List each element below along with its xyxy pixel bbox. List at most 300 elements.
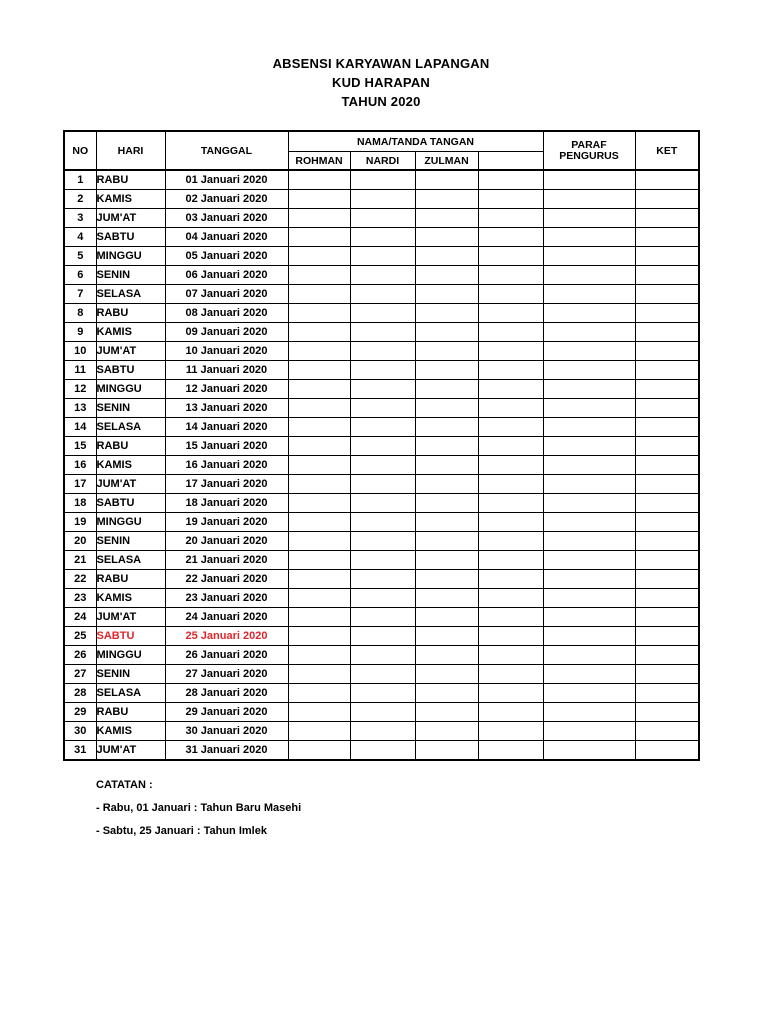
cell-hari: KAMIS bbox=[96, 722, 165, 741]
cell-no: 3 bbox=[64, 209, 96, 228]
cell-tanggal: 30 Januari 2020 bbox=[165, 722, 288, 741]
cell-sign-nardi[interactable] bbox=[350, 703, 415, 722]
cell-sign-nardi[interactable] bbox=[350, 570, 415, 589]
cell-sign-blank[interactable] bbox=[478, 513, 543, 532]
cell-hari: SABTU bbox=[96, 361, 165, 380]
table-row bbox=[64, 532, 699, 551]
table-row bbox=[64, 684, 699, 703]
table-row bbox=[64, 437, 699, 456]
cell-paraf[interactable] bbox=[543, 722, 635, 741]
cell-paraf[interactable] bbox=[543, 266, 635, 285]
cell-sign-rohman[interactable] bbox=[288, 437, 350, 456]
cell-tanggal: 06 Januari 2020 bbox=[165, 266, 288, 285]
cell-sign-blank[interactable] bbox=[478, 437, 543, 456]
cell-no: 11 bbox=[64, 361, 96, 380]
cell-no: 8 bbox=[64, 304, 96, 323]
cell-sign-zulman[interactable] bbox=[415, 437, 478, 456]
cell-sign-rohman[interactable] bbox=[288, 170, 350, 190]
cell-tanggal: 01 Januari 2020 bbox=[165, 170, 288, 190]
cell-no: 27 bbox=[64, 665, 96, 684]
table-row bbox=[64, 342, 699, 361]
cell-hari: SENIN bbox=[96, 532, 165, 551]
cell-sign-rohman[interactable] bbox=[288, 266, 350, 285]
cell-paraf[interactable] bbox=[543, 228, 635, 247]
cell-tanggal: 03 Januari 2020 bbox=[165, 209, 288, 228]
cell-ket[interactable] bbox=[635, 456, 699, 475]
cell-paraf[interactable] bbox=[543, 494, 635, 513]
cell-sign-zulman[interactable] bbox=[415, 399, 478, 418]
header-name-nardi: NARDI bbox=[350, 152, 415, 171]
cell-ket[interactable] bbox=[635, 589, 699, 608]
cell-tanggal: 15 Januari 2020 bbox=[165, 437, 288, 456]
cell-ket[interactable] bbox=[635, 513, 699, 532]
cell-tanggal: 24 Januari 2020 bbox=[165, 608, 288, 627]
cell-sign-rohman[interactable] bbox=[288, 646, 350, 665]
cell-ket[interactable] bbox=[635, 741, 699, 761]
cell-sign-blank[interactable] bbox=[478, 304, 543, 323]
cell-sign-blank[interactable] bbox=[478, 190, 543, 209]
cell-sign-zulman[interactable] bbox=[415, 551, 478, 570]
cell-ket[interactable] bbox=[635, 494, 699, 513]
cell-sign-blank[interactable] bbox=[478, 532, 543, 551]
header-tanggal: TANGGAL bbox=[165, 131, 288, 170]
cell-hari: KAMIS bbox=[96, 190, 165, 209]
cell-ket[interactable] bbox=[635, 703, 699, 722]
cell-sign-zulman[interactable] bbox=[415, 418, 478, 437]
cell-sign-zulman[interactable] bbox=[415, 342, 478, 361]
cell-sign-rohman[interactable] bbox=[288, 513, 350, 532]
cell-sign-zulman[interactable] bbox=[415, 361, 478, 380]
cell-sign-blank[interactable] bbox=[478, 608, 543, 627]
cell-sign-nardi[interactable] bbox=[350, 513, 415, 532]
cell-paraf[interactable] bbox=[543, 323, 635, 342]
table-row bbox=[64, 741, 699, 761]
cell-hari: SABTU bbox=[96, 627, 165, 646]
cell-sign-zulman[interactable] bbox=[415, 494, 478, 513]
cell-sign-blank[interactable] bbox=[478, 703, 543, 722]
cell-ket[interactable] bbox=[635, 323, 699, 342]
cell-sign-rohman[interactable] bbox=[288, 703, 350, 722]
cell-tanggal: 09 Januari 2020 bbox=[165, 323, 288, 342]
header-paraf-label: PARAF PENGURUS bbox=[559, 138, 619, 162]
cell-hari: KAMIS bbox=[96, 456, 165, 475]
cell-hari: JUM'AT bbox=[96, 608, 165, 627]
cell-ket[interactable] bbox=[635, 399, 699, 418]
cell-ket[interactable] bbox=[635, 190, 699, 209]
cell-sign-nardi[interactable] bbox=[350, 361, 415, 380]
cell-no: 26 bbox=[64, 646, 96, 665]
cell-ket[interactable] bbox=[635, 437, 699, 456]
cell-paraf[interactable] bbox=[543, 304, 635, 323]
table-row bbox=[64, 323, 699, 342]
cell-sign-nardi[interactable] bbox=[350, 304, 415, 323]
cell-sign-nardi[interactable] bbox=[350, 247, 415, 266]
cell-paraf[interactable] bbox=[543, 570, 635, 589]
cell-sign-rohman[interactable] bbox=[288, 247, 350, 266]
table-row bbox=[64, 266, 699, 285]
cell-sign-blank[interactable] bbox=[478, 494, 543, 513]
cell-hari: SENIN bbox=[96, 399, 165, 418]
cell-paraf[interactable] bbox=[543, 684, 635, 703]
cell-no: 28 bbox=[64, 684, 96, 703]
cell-tanggal: 14 Januari 2020 bbox=[165, 418, 288, 437]
cell-sign-nardi[interactable] bbox=[350, 494, 415, 513]
cell-no: 4 bbox=[64, 228, 96, 247]
document-title bbox=[0, 54, 762, 111]
cell-hari: MINGGU bbox=[96, 247, 165, 266]
cell-sign-zulman[interactable] bbox=[415, 456, 478, 475]
cell-ket[interactable] bbox=[635, 361, 699, 380]
cell-paraf[interactable] bbox=[543, 456, 635, 475]
cell-sign-rohman[interactable] bbox=[288, 589, 350, 608]
table-row bbox=[64, 589, 699, 608]
cell-sign-rohman[interactable] bbox=[288, 551, 350, 570]
cell-paraf[interactable] bbox=[543, 608, 635, 627]
cell-no: 30 bbox=[64, 722, 96, 741]
cell-no: 7 bbox=[64, 285, 96, 304]
cell-sign-nardi[interactable] bbox=[350, 589, 415, 608]
cell-sign-zulman[interactable] bbox=[415, 722, 478, 741]
cell-no: 22 bbox=[64, 570, 96, 589]
cell-sign-nardi[interactable] bbox=[350, 437, 415, 456]
cell-sign-blank[interactable] bbox=[478, 475, 543, 494]
cell-ket[interactable] bbox=[635, 627, 699, 646]
cell-sign-nardi[interactable] bbox=[350, 209, 415, 228]
cell-ket[interactable] bbox=[635, 684, 699, 703]
cell-ket[interactable] bbox=[635, 380, 699, 399]
cell-sign-nardi[interactable] bbox=[350, 722, 415, 741]
cell-sign-nardi[interactable] bbox=[350, 323, 415, 342]
cell-sign-zulman[interactable] bbox=[415, 266, 478, 285]
cell-paraf[interactable] bbox=[543, 741, 635, 761]
cell-paraf[interactable] bbox=[543, 532, 635, 551]
cell-no: 24 bbox=[64, 608, 96, 627]
table-row bbox=[64, 361, 699, 380]
cell-ket[interactable] bbox=[635, 532, 699, 551]
cell-no: 17 bbox=[64, 475, 96, 494]
cell-ket[interactable] bbox=[635, 342, 699, 361]
cell-no: 6 bbox=[64, 266, 96, 285]
cell-paraf[interactable] bbox=[543, 475, 635, 494]
cell-ket[interactable] bbox=[635, 170, 699, 190]
cell-no: 12 bbox=[64, 380, 96, 399]
cell-sign-nardi[interactable] bbox=[350, 380, 415, 399]
cell-sign-rohman[interactable] bbox=[288, 190, 350, 209]
cell-paraf[interactable] bbox=[543, 247, 635, 266]
cell-sign-zulman[interactable] bbox=[415, 323, 478, 342]
cell-paraf[interactable] bbox=[543, 190, 635, 209]
cell-ket[interactable] bbox=[635, 285, 699, 304]
cell-sign-nardi[interactable] bbox=[350, 646, 415, 665]
cell-paraf[interactable] bbox=[543, 380, 635, 399]
cell-sign-blank[interactable] bbox=[478, 342, 543, 361]
cell-sign-blank[interactable] bbox=[478, 361, 543, 380]
cell-sign-rohman[interactable] bbox=[288, 304, 350, 323]
cell-sign-nardi[interactable] bbox=[350, 456, 415, 475]
cell-sign-nardi[interactable] bbox=[350, 399, 415, 418]
table-row bbox=[64, 703, 699, 722]
cell-hari: SELASA bbox=[96, 285, 165, 304]
table-body bbox=[64, 170, 699, 760]
cell-sign-zulman[interactable] bbox=[415, 570, 478, 589]
cell-tanggal: 13 Januari 2020 bbox=[165, 399, 288, 418]
cell-sign-nardi[interactable] bbox=[350, 608, 415, 627]
cell-sign-rohman[interactable] bbox=[288, 722, 350, 741]
cell-no: 31 bbox=[64, 741, 96, 761]
cell-sign-blank[interactable] bbox=[478, 228, 543, 247]
cell-tanggal: 07 Januari 2020 bbox=[165, 285, 288, 304]
cell-no: 9 bbox=[64, 323, 96, 342]
cell-sign-zulman[interactable] bbox=[415, 646, 478, 665]
notes-title: CATATAN : bbox=[96, 779, 153, 791]
cell-sign-zulman[interactable] bbox=[415, 513, 478, 532]
cell-no: 1 bbox=[64, 170, 96, 190]
table-row bbox=[64, 608, 699, 627]
cell-paraf[interactable] bbox=[543, 627, 635, 646]
cell-sign-nardi[interactable] bbox=[350, 228, 415, 247]
cell-sign-blank[interactable] bbox=[478, 684, 543, 703]
cell-paraf[interactable] bbox=[543, 361, 635, 380]
cell-hari: SENIN bbox=[96, 665, 165, 684]
cell-sign-zulman[interactable] bbox=[415, 665, 478, 684]
cell-sign-rohman[interactable] bbox=[288, 684, 350, 703]
cell-ket[interactable] bbox=[635, 247, 699, 266]
cell-sign-blank[interactable] bbox=[478, 665, 543, 684]
cell-sign-blank[interactable] bbox=[478, 323, 543, 342]
cell-sign-blank[interactable] bbox=[478, 627, 543, 646]
cell-sign-zulman[interactable] bbox=[415, 304, 478, 323]
cell-sign-blank[interactable] bbox=[478, 285, 543, 304]
cell-paraf[interactable] bbox=[543, 170, 635, 190]
cell-sign-blank[interactable] bbox=[478, 722, 543, 741]
cell-paraf[interactable] bbox=[543, 589, 635, 608]
cell-sign-zulman[interactable] bbox=[415, 228, 478, 247]
cell-tanggal: 31 Januari 2020 bbox=[165, 741, 288, 761]
cell-sign-nardi[interactable] bbox=[350, 266, 415, 285]
cell-paraf[interactable] bbox=[543, 646, 635, 665]
cell-ket[interactable] bbox=[635, 266, 699, 285]
table-row bbox=[64, 285, 699, 304]
cell-sign-blank[interactable] bbox=[478, 418, 543, 437]
cell-tanggal: 18 Januari 2020 bbox=[165, 494, 288, 513]
cell-sign-zulman[interactable] bbox=[415, 532, 478, 551]
table-row bbox=[64, 475, 699, 494]
cell-sign-rohman[interactable] bbox=[288, 741, 350, 761]
cell-sign-nardi[interactable] bbox=[350, 475, 415, 494]
cell-no: 18 bbox=[64, 494, 96, 513]
cell-sign-zulman[interactable] bbox=[415, 475, 478, 494]
cell-sign-zulman[interactable] bbox=[415, 380, 478, 399]
cell-paraf[interactable] bbox=[543, 437, 635, 456]
cell-no: 13 bbox=[64, 399, 96, 418]
table-row bbox=[64, 418, 699, 437]
cell-hari: SABTU bbox=[96, 494, 165, 513]
cell-hari: KAMIS bbox=[96, 589, 165, 608]
cell-sign-blank[interactable] bbox=[478, 570, 543, 589]
cell-paraf[interactable] bbox=[543, 418, 635, 437]
cell-no: 14 bbox=[64, 418, 96, 437]
cell-ket[interactable] bbox=[635, 551, 699, 570]
cell-sign-rohman[interactable] bbox=[288, 342, 350, 361]
cell-sign-nardi[interactable] bbox=[350, 684, 415, 703]
table-row bbox=[64, 456, 699, 475]
cell-tanggal: 05 Januari 2020 bbox=[165, 247, 288, 266]
cell-tanggal: 17 Januari 2020 bbox=[165, 475, 288, 494]
cell-hari: RABU bbox=[96, 437, 165, 456]
cell-ket[interactable] bbox=[635, 209, 699, 228]
cell-ket[interactable] bbox=[635, 228, 699, 247]
cell-sign-nardi[interactable] bbox=[350, 342, 415, 361]
attendance-table bbox=[63, 130, 700, 761]
cell-sign-nardi[interactable] bbox=[350, 627, 415, 646]
cell-sign-rohman[interactable] bbox=[288, 456, 350, 475]
cell-no: 21 bbox=[64, 551, 96, 570]
cell-sign-nardi[interactable] bbox=[350, 551, 415, 570]
cell-sign-blank[interactable] bbox=[478, 741, 543, 761]
cell-sign-nardi[interactable] bbox=[350, 285, 415, 304]
cell-sign-zulman[interactable] bbox=[415, 627, 478, 646]
cell-tanggal: 02 Januari 2020 bbox=[165, 190, 288, 209]
cell-hari: SENIN bbox=[96, 266, 165, 285]
cell-ket[interactable] bbox=[635, 646, 699, 665]
cell-paraf[interactable] bbox=[543, 703, 635, 722]
cell-hari: RABU bbox=[96, 304, 165, 323]
cell-sign-rohman[interactable] bbox=[288, 380, 350, 399]
cell-sign-zulman[interactable] bbox=[415, 209, 478, 228]
table-row bbox=[64, 646, 699, 665]
cell-sign-nardi[interactable] bbox=[350, 665, 415, 684]
cell-sign-blank[interactable] bbox=[478, 247, 543, 266]
cell-sign-rohman[interactable] bbox=[288, 228, 350, 247]
cell-paraf[interactable] bbox=[543, 399, 635, 418]
cell-tanggal: 12 Januari 2020 bbox=[165, 380, 288, 399]
cell-sign-nardi[interactable] bbox=[350, 741, 415, 761]
table-row bbox=[64, 247, 699, 266]
cell-tanggal: 16 Januari 2020 bbox=[165, 456, 288, 475]
cell-sign-zulman[interactable] bbox=[415, 170, 478, 190]
cell-hari: JUM'AT bbox=[96, 342, 165, 361]
cell-sign-rohman[interactable] bbox=[288, 665, 350, 684]
table-row bbox=[64, 380, 699, 399]
cell-sign-zulman[interactable] bbox=[415, 703, 478, 722]
cell-sign-rohman[interactable] bbox=[288, 285, 350, 304]
cell-hari: SABTU bbox=[96, 228, 165, 247]
cell-ket[interactable] bbox=[635, 722, 699, 741]
cell-hari: KAMIS bbox=[96, 323, 165, 342]
table-row bbox=[64, 722, 699, 741]
cell-sign-nardi[interactable] bbox=[350, 532, 415, 551]
cell-tanggal: 27 Januari 2020 bbox=[165, 665, 288, 684]
cell-paraf[interactable] bbox=[543, 209, 635, 228]
cell-ket[interactable] bbox=[635, 570, 699, 589]
cell-no: 19 bbox=[64, 513, 96, 532]
cell-sign-rohman[interactable] bbox=[288, 608, 350, 627]
cell-sign-blank[interactable] bbox=[478, 456, 543, 475]
cell-sign-zulman[interactable] bbox=[415, 608, 478, 627]
cell-hari: RABU bbox=[96, 570, 165, 589]
cell-sign-nardi[interactable] bbox=[350, 170, 415, 190]
table-row bbox=[64, 228, 699, 247]
title-line-3: TAHUN 2020 bbox=[341, 94, 421, 109]
cell-sign-blank[interactable] bbox=[478, 380, 543, 399]
table-row bbox=[64, 665, 699, 684]
cell-sign-zulman[interactable] bbox=[415, 589, 478, 608]
cell-ket[interactable] bbox=[635, 418, 699, 437]
cell-sign-blank[interactable] bbox=[478, 551, 543, 570]
cell-no: 5 bbox=[64, 247, 96, 266]
cell-sign-blank[interactable] bbox=[478, 170, 543, 190]
cell-sign-zulman[interactable] bbox=[415, 190, 478, 209]
table-row bbox=[64, 494, 699, 513]
header-name-blank bbox=[478, 152, 543, 171]
header-hari: HARI bbox=[96, 131, 165, 170]
header-no: NO bbox=[64, 131, 96, 170]
cell-tanggal: 04 Januari 2020 bbox=[165, 228, 288, 247]
cell-sign-zulman[interactable] bbox=[415, 247, 478, 266]
cell-tanggal: 11 Januari 2020 bbox=[165, 361, 288, 380]
cell-hari: JUM'AT bbox=[96, 741, 165, 761]
cell-sign-nardi[interactable] bbox=[350, 190, 415, 209]
table-row bbox=[64, 513, 699, 532]
cell-sign-rohman[interactable] bbox=[288, 209, 350, 228]
cell-sign-zulman[interactable] bbox=[415, 741, 478, 761]
cell-sign-rohman[interactable] bbox=[288, 418, 350, 437]
cell-no: 16 bbox=[64, 456, 96, 475]
cell-ket[interactable] bbox=[635, 304, 699, 323]
notes-section bbox=[96, 779, 301, 848]
table-row bbox=[64, 209, 699, 228]
cell-ket[interactable] bbox=[635, 608, 699, 627]
cell-sign-blank[interactable] bbox=[478, 646, 543, 665]
table-row bbox=[64, 170, 699, 190]
cell-no: 23 bbox=[64, 589, 96, 608]
cell-sign-rohman[interactable] bbox=[288, 627, 350, 646]
title-line-1: ABSENSI KARYAWAN LAPANGAN bbox=[272, 56, 490, 71]
cell-sign-rohman[interactable] bbox=[288, 570, 350, 589]
cell-paraf[interactable] bbox=[543, 285, 635, 304]
cell-sign-blank[interactable] bbox=[478, 399, 543, 418]
cell-tanggal: 26 Januari 2020 bbox=[165, 646, 288, 665]
cell-sign-blank[interactable] bbox=[478, 589, 543, 608]
table-row bbox=[64, 304, 699, 323]
cell-paraf[interactable] bbox=[543, 342, 635, 361]
cell-sign-rohman[interactable] bbox=[288, 475, 350, 494]
cell-sign-rohman[interactable] bbox=[288, 361, 350, 380]
cell-sign-rohman[interactable] bbox=[288, 399, 350, 418]
cell-sign-blank[interactable] bbox=[478, 209, 543, 228]
cell-paraf[interactable] bbox=[543, 665, 635, 684]
cell-sign-zulman[interactable] bbox=[415, 285, 478, 304]
header-nama-group: NAMA/TANDA TANGAN bbox=[288, 131, 543, 152]
cell-ket[interactable] bbox=[635, 665, 699, 684]
cell-no: 10 bbox=[64, 342, 96, 361]
cell-sign-rohman[interactable] bbox=[288, 494, 350, 513]
cell-tanggal: 25 Januari 2020 bbox=[165, 627, 288, 646]
cell-sign-rohman[interactable] bbox=[288, 532, 350, 551]
cell-sign-nardi[interactable] bbox=[350, 418, 415, 437]
cell-sign-zulman[interactable] bbox=[415, 684, 478, 703]
cell-paraf[interactable] bbox=[543, 513, 635, 532]
cell-hari: MINGGU bbox=[96, 646, 165, 665]
cell-sign-rohman[interactable] bbox=[288, 323, 350, 342]
cell-paraf[interactable] bbox=[543, 551, 635, 570]
cell-hari: MINGGU bbox=[96, 380, 165, 399]
cell-tanggal: 20 Januari 2020 bbox=[165, 532, 288, 551]
cell-ket[interactable] bbox=[635, 475, 699, 494]
cell-sign-blank[interactable] bbox=[478, 266, 543, 285]
cell-no: 15 bbox=[64, 437, 96, 456]
title-line-2: KUD HARAPAN bbox=[331, 75, 430, 90]
